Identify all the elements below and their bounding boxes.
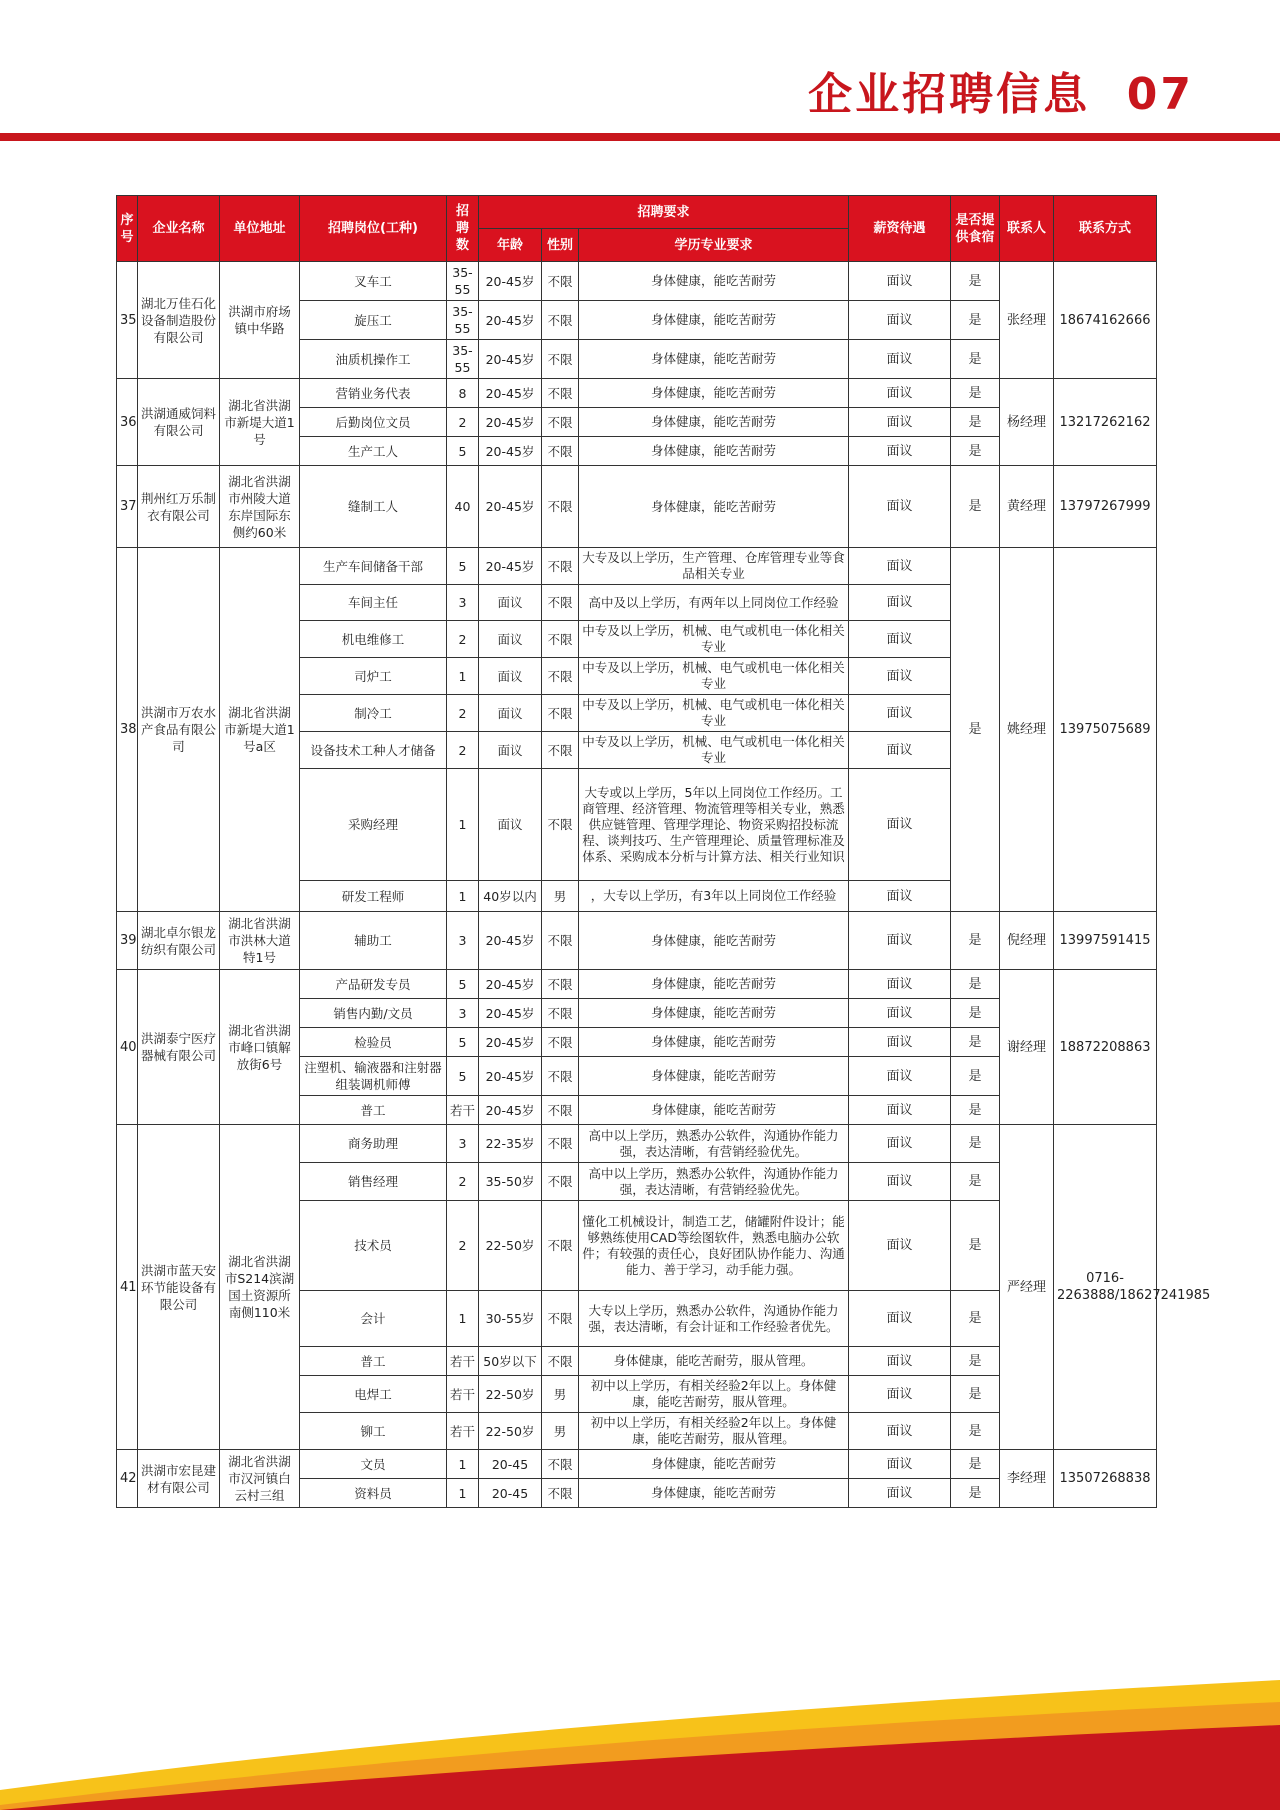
gender-cell: 不限: [542, 1125, 579, 1163]
count-cell: 2: [447, 621, 479, 658]
count-cell: 1: [447, 769, 479, 881]
meals-cell: 是: [951, 970, 1000, 999]
count-cell: 8: [447, 379, 479, 408]
age-cell: 20-45: [479, 1450, 542, 1479]
table-row: [117, 1125, 1157, 1163]
meals-cell: 是: [951, 1347, 1000, 1376]
count-cell: 若干: [447, 1376, 479, 1413]
requirement-cell: 身体健康，能吃苦耐劳: [579, 1479, 849, 1508]
age-cell: 20-45岁: [479, 548, 542, 585]
requirement-cell: 懂化工机械设计，制造工艺，储罐附件设计；能够熟练使用CAD等绘图软件，熟悉电脑办公软件；有较强的责任心，良好团队协作能力、沟通能力、善于学习，动手能力强。: [579, 1201, 849, 1291]
meals-cell: 是: [951, 1028, 1000, 1057]
table-row: [117, 970, 1157, 999]
col-count-header: 招聘数: [447, 196, 479, 262]
requirement-cell: 中专及以上学历，机械、电气或机电一体化相关专业: [579, 732, 849, 769]
age-cell: 20-45岁: [479, 999, 542, 1028]
count-cell: 35-55: [447, 340, 479, 379]
age-cell: 20-45岁: [479, 379, 542, 408]
age-cell: 面议: [479, 585, 542, 621]
salary-cell: 面议: [849, 466, 951, 548]
count-cell: 3: [447, 999, 479, 1028]
count-cell: 5: [447, 437, 479, 466]
requirement-cell: 身体健康，能吃苦耐劳: [579, 1096, 849, 1125]
age-cell: 20-45岁: [479, 437, 542, 466]
position-cell: 资料员: [300, 1479, 447, 1508]
table-body: [117, 262, 1211, 1508]
gender-cell: 不限: [542, 1096, 579, 1125]
col-education-header: 学历专业要求: [579, 229, 849, 262]
col-address-header: 单位地址: [220, 196, 300, 262]
phone-cell: 0716-2263888/18627241985: [1054, 1125, 1157, 1450]
gender-cell: 不限: [542, 1450, 579, 1479]
count-cell: 3: [447, 585, 479, 621]
count-cell: 若干: [447, 1413, 479, 1450]
count-cell: 2: [447, 732, 479, 769]
age-cell: 30-55岁: [479, 1291, 542, 1347]
age-cell: 35-50岁: [479, 1163, 542, 1201]
phone-cell: 18872208863: [1054, 970, 1157, 1125]
col-position-header: 招聘岗位(工种): [300, 196, 447, 262]
table-row: [117, 379, 1157, 408]
meals-cell: 是: [951, 1413, 1000, 1450]
position-cell: 普工: [300, 1096, 447, 1125]
count-cell: 1: [447, 881, 479, 912]
age-cell: 面议: [479, 621, 542, 658]
company-name-cell: 湖北卓尔银龙纺织有限公司: [138, 912, 220, 970]
footer-decoration: [0, 1640, 1280, 1810]
seq-cell: 36: [117, 379, 138, 466]
position-cell: 营销业务代表: [300, 379, 447, 408]
contact-cell: 姚经理: [1000, 548, 1054, 912]
position-cell: 制冷工: [300, 695, 447, 732]
count-cell: 1: [447, 1450, 479, 1479]
salary-cell: 面议: [849, 1291, 951, 1347]
company-name-cell: 洪湖市万农水产食品有限公司: [138, 548, 220, 912]
position-cell: 商务助理: [300, 1125, 447, 1163]
gender-cell: 不限: [542, 1028, 579, 1057]
gender-cell: 不限: [542, 548, 579, 585]
count-cell: 2: [447, 1201, 479, 1291]
gender-cell: 男: [542, 1413, 579, 1450]
seq-cell: 42: [117, 1450, 138, 1508]
address-cell: 湖北省洪湖市S214滨湖国土资源所南侧110米: [220, 1125, 300, 1450]
meals-cell: 是: [951, 912, 1000, 970]
gender-cell: 不限: [542, 408, 579, 437]
requirement-cell: 初中以上学历，有相关经验2年以上。身体健康，能吃苦耐劳，服从管理。: [579, 1376, 849, 1413]
col-company-header: 企业名称: [138, 196, 220, 262]
requirement-cell: 身体健康，能吃苦耐劳: [579, 408, 849, 437]
address-cell: 湖北省洪湖市汉河镇白云村三组: [220, 1450, 300, 1508]
requirement-cell: 高中以上学历，熟悉办公软件，沟通协作能力强，表达清晰，有营销经验优先。: [579, 1163, 849, 1201]
gender-cell: 不限: [542, 1201, 579, 1291]
meals-cell: 是: [951, 1125, 1000, 1163]
salary-cell: 面议: [849, 658, 951, 695]
position-cell: 电焊工: [300, 1376, 447, 1413]
company-name-cell: 洪湖通威饲料有限公司: [138, 379, 220, 466]
table-header: [117, 196, 1157, 262]
salary-cell: 面议: [849, 1347, 951, 1376]
contact-cell: 黄经理: [1000, 466, 1054, 548]
age-cell: 20-45岁: [479, 408, 542, 437]
position-cell: 销售内勤/文员: [300, 999, 447, 1028]
position-cell: 缝制工人: [300, 466, 447, 548]
count-cell: 35-55: [447, 262, 479, 301]
meals-cell: 是: [951, 1291, 1000, 1347]
age-cell: 22-50岁: [479, 1413, 542, 1450]
table-row: [117, 466, 1157, 548]
gender-cell: 不限: [542, 621, 579, 658]
salary-cell: 面议: [849, 970, 951, 999]
table-row: [117, 262, 1157, 301]
company-name-cell: 洪湖泰宁医疗器械有限公司: [138, 970, 220, 1125]
salary-cell: 面议: [849, 732, 951, 769]
count-cell: 3: [447, 1125, 479, 1163]
salary-cell: 面议: [849, 262, 951, 301]
salary-cell: 面议: [849, 769, 951, 881]
gender-cell: 不限: [542, 340, 579, 379]
age-cell: 20-45岁: [479, 1028, 542, 1057]
seq-cell: 35: [117, 262, 138, 379]
requirement-cell: 高中及以上学历，有两年以上同岗位工作经验: [579, 585, 849, 621]
position-cell: 生产车间储备干部: [300, 548, 447, 585]
position-cell: 销售经理: [300, 1163, 447, 1201]
address-cell: 湖北省洪湖市新堤大道1号: [220, 379, 300, 466]
count-cell: 2: [447, 695, 479, 732]
address-cell: 湖北省洪湖市州陵大道东岸国际东侧约60米: [220, 466, 300, 548]
meals-cell: 是: [951, 408, 1000, 437]
gender-cell: 不限: [542, 999, 579, 1028]
position-cell: 产品研发专员: [300, 970, 447, 999]
count-cell: 5: [447, 548, 479, 585]
requirement-cell: 大专或以上学历，5年以上同岗位工作经历。工商管理、经济管理、物流管理等相关专业，熟悉供应链管理、管理学理论、物资采购招投标流程、谈判技巧、生产管理理论、质量管理标准及体系、采购成本分析与计算方法、相关行业知识: [579, 769, 849, 881]
gender-cell: 不限: [542, 1291, 579, 1347]
count-cell: 1: [447, 1479, 479, 1508]
position-cell: 铆工: [300, 1413, 447, 1450]
gender-cell: 不限: [542, 1479, 579, 1508]
requirement-cell: 高中以上学历，熟悉办公软件，沟通协作能力强，表达清晰，有营销经验优先。: [579, 1125, 849, 1163]
position-cell: 研发工程师: [300, 881, 447, 912]
seq-cell: 40: [117, 970, 138, 1125]
salary-cell: 面议: [849, 340, 951, 379]
age-cell: 20-45: [479, 1479, 542, 1508]
page-title: [808, 58, 1194, 122]
requirement-cell: 身体健康，能吃苦耐劳: [579, 301, 849, 340]
count-cell: 35-55: [447, 301, 479, 340]
requirement-cell: 中专及以上学历，机械、电气或机电一体化相关专业: [579, 621, 849, 658]
requirement-cell: 身体健康，能吃苦耐劳: [579, 970, 849, 999]
meals-cell: 是: [951, 1201, 1000, 1291]
gender-cell: 不限: [542, 379, 579, 408]
gender-cell: 不限: [542, 695, 579, 732]
meals-cell: 是: [951, 301, 1000, 340]
age-cell: 20-45岁: [479, 912, 542, 970]
position-cell: 设备技术工种人才储备: [300, 732, 447, 769]
meals-cell: 是: [951, 548, 1000, 912]
phone-cell: 13797267999: [1054, 466, 1157, 548]
position-cell: 文员: [300, 1450, 447, 1479]
salary-cell: 面议: [849, 379, 951, 408]
gender-cell: 男: [542, 1376, 579, 1413]
salary-cell: 面议: [849, 621, 951, 658]
age-cell: 20-45岁: [479, 1057, 542, 1096]
requirement-cell: 身体健康，能吃苦耐劳: [579, 999, 849, 1028]
contact-cell: 张经理: [1000, 262, 1054, 379]
salary-cell: 面议: [849, 1125, 951, 1163]
meals-cell: 是: [951, 1376, 1000, 1413]
count-cell: 2: [447, 1163, 479, 1201]
company-name-cell: 洪湖市宏昆建材有限公司: [138, 1450, 220, 1508]
requirement-cell: 身体健康，能吃苦耐劳，服从管理。: [579, 1347, 849, 1376]
gender-cell: 不限: [542, 262, 579, 301]
gender-cell: 不限: [542, 585, 579, 621]
gender-cell: 不限: [542, 437, 579, 466]
position-cell: 后勤岗位文员: [300, 408, 447, 437]
meals-cell: 是: [951, 437, 1000, 466]
age-cell: 22-50岁: [479, 1201, 542, 1291]
age-cell: 面议: [479, 658, 542, 695]
salary-cell: 面议: [849, 1163, 951, 1201]
salary-cell: 面议: [849, 1413, 951, 1450]
gender-cell: 不限: [542, 1347, 579, 1376]
seq-cell: 38: [117, 548, 138, 912]
salary-cell: 面议: [849, 1096, 951, 1125]
requirement-cell: 身体健康，能吃苦耐劳: [579, 262, 849, 301]
phone-cell: 13975075689: [1054, 548, 1157, 912]
count-cell: 若干: [447, 1347, 479, 1376]
page-title-text: 企业招聘信息: [808, 69, 1091, 120]
salary-cell: 面议: [849, 1479, 951, 1508]
meals-cell: 是: [951, 1057, 1000, 1096]
gender-cell: 男: [542, 881, 579, 912]
salary-cell: 面议: [849, 881, 951, 912]
company-name-cell: 荆州红万乐制衣有限公司: [138, 466, 220, 548]
count-cell: 1: [447, 658, 479, 695]
requirement-cell: ，大专以上学历，有3年以上同岗位工作经验: [579, 881, 849, 912]
phone-cell: 18674162666: [1054, 262, 1157, 379]
age-cell: 20-45岁: [479, 466, 542, 548]
requirement-cell: 身体健康，能吃苦耐劳: [579, 1057, 849, 1096]
meals-cell: 是: [951, 340, 1000, 379]
age-cell: 50岁以下: [479, 1347, 542, 1376]
gender-cell: 不限: [542, 970, 579, 999]
position-cell: 生产工人: [300, 437, 447, 466]
count-cell: 3: [447, 912, 479, 970]
requirement-cell: 身体健康，能吃苦耐劳: [579, 437, 849, 466]
col-meals-header: 是否提供食宿: [951, 196, 1000, 262]
count-cell: 2: [447, 408, 479, 437]
gender-cell: 不限: [542, 1163, 579, 1201]
requirement-cell: 大专及以上学历，生产管理、仓库管理专业等食品相关专业: [579, 548, 849, 585]
requirement-cell: 中专及以上学历，机械、电气或机电一体化相关专业: [579, 695, 849, 732]
meals-cell: 是: [951, 1450, 1000, 1479]
contact-cell: 李经理: [1000, 1450, 1054, 1508]
requirement-cell: 身体健康，能吃苦耐劳: [579, 1450, 849, 1479]
requirement-cell: 身体健康，能吃苦耐劳: [579, 466, 849, 548]
meals-cell: 是: [951, 999, 1000, 1028]
page-header: [0, 0, 1280, 145]
recruitment-table-container: [116, 195, 1211, 1508]
age-cell: 20-45岁: [479, 970, 542, 999]
age-cell: 20-45岁: [479, 262, 542, 301]
age-cell: 22-50岁: [479, 1376, 542, 1413]
requirement-cell: 中专及以上学历，机械、电气或机电一体化相关专业: [579, 658, 849, 695]
requirement-cell: 身体健康，能吃苦耐劳: [579, 340, 849, 379]
meals-cell: 是: [951, 1096, 1000, 1125]
age-cell: 面议: [479, 695, 542, 732]
position-cell: 辅助工: [300, 912, 447, 970]
requirement-cell: 大专以上学历，熟悉办公软件，沟通协作能力强，表达清晰，有会计证和工作经验者优先。: [579, 1291, 849, 1347]
age-cell: 20-45岁: [479, 1096, 542, 1125]
position-cell: 叉车工: [300, 262, 447, 301]
gender-cell: 不限: [542, 912, 579, 970]
contact-cell: 严经理: [1000, 1125, 1054, 1450]
position-cell: 采购经理: [300, 769, 447, 881]
page-number: 07: [1126, 69, 1194, 120]
age-cell: 20-45岁: [479, 301, 542, 340]
requirement-cell: 身体健康，能吃苦耐劳: [579, 379, 849, 408]
gender-cell: 不限: [542, 1057, 579, 1096]
salary-cell: 面议: [849, 912, 951, 970]
company-name-cell: 洪湖市蓝天安环节能设备有限公司: [138, 1125, 220, 1450]
gender-cell: 不限: [542, 301, 579, 340]
table-row: [117, 1450, 1157, 1479]
count-cell: 若干: [447, 1096, 479, 1125]
seq-cell: 37: [117, 466, 138, 548]
count-cell: 1: [447, 1291, 479, 1347]
position-cell: 车间主任: [300, 585, 447, 621]
age-cell: 面议: [479, 732, 542, 769]
salary-cell: 面议: [849, 1376, 951, 1413]
salary-cell: 面议: [849, 999, 951, 1028]
address-cell: 洪湖市府场镇中华路: [220, 262, 300, 379]
count-cell: 5: [447, 1028, 479, 1057]
phone-cell: 13217262162: [1054, 379, 1157, 466]
age-cell: 面议: [479, 769, 542, 881]
requirement-cell: 身体健康，能吃苦耐劳: [579, 912, 849, 970]
age-cell: 20-45岁: [479, 340, 542, 379]
col-seq-header: 序号: [117, 196, 138, 262]
age-cell: 22-35岁: [479, 1125, 542, 1163]
count-cell: 40: [447, 466, 479, 548]
meals-cell: 是: [951, 1479, 1000, 1508]
seq-cell: 41: [117, 1125, 138, 1450]
address-cell: 湖北省洪湖市峰口镇解放街6号: [220, 970, 300, 1125]
salary-cell: 面议: [849, 1201, 951, 1291]
col-phone-header: 联系方式: [1054, 196, 1157, 262]
table-row: [117, 912, 1157, 970]
address-cell: 湖北省洪湖市洪林大道特1号: [220, 912, 300, 970]
phone-cell: 13997591415: [1054, 912, 1157, 970]
salary-cell: 面议: [849, 301, 951, 340]
requirement-cell: 初中以上学历，有相关经验2年以上。身体健康，能吃苦耐劳，服从管理。: [579, 1413, 849, 1450]
salary-cell: 面议: [849, 1057, 951, 1096]
recruitment-table: [116, 195, 1211, 1508]
position-cell: 检验员: [300, 1028, 447, 1057]
address-cell: 湖北省洪湖市新堤大道1号a区: [220, 548, 300, 912]
salary-cell: 面议: [849, 585, 951, 621]
contact-cell: 杨经理: [1000, 379, 1054, 466]
position-cell: 普工: [300, 1347, 447, 1376]
meals-cell: 是: [951, 466, 1000, 548]
position-cell: 机电维修工: [300, 621, 447, 658]
salary-cell: 面议: [849, 408, 951, 437]
position-cell: 旋压工: [300, 301, 447, 340]
age-cell: 40岁以内: [479, 881, 542, 912]
col-requirements-header: 招聘要求: [479, 196, 849, 229]
col-salary-header: 薪资待遇: [849, 196, 951, 262]
count-cell: 5: [447, 1057, 479, 1096]
phone-cell: 13507268838: [1054, 1450, 1157, 1508]
table-row: [117, 548, 1157, 585]
company-name-cell: 湖北万佳石化设备制造股份有限公司: [138, 262, 220, 379]
gender-cell: 不限: [542, 466, 579, 548]
contact-cell: 倪经理: [1000, 912, 1054, 970]
salary-cell: 面议: [849, 695, 951, 732]
requirement-cell: 身体健康，能吃苦耐劳: [579, 1028, 849, 1057]
seq-cell: 39: [117, 912, 138, 970]
header-divider: [0, 133, 1280, 141]
position-cell: 技术员: [300, 1201, 447, 1291]
col-gender-header: 性别: [542, 229, 579, 262]
gender-cell: 不限: [542, 769, 579, 881]
position-cell: 会计: [300, 1291, 447, 1347]
gender-cell: 不限: [542, 732, 579, 769]
meals-cell: 是: [951, 262, 1000, 301]
col-contact-header: 联系人: [1000, 196, 1054, 262]
count-cell: 5: [447, 970, 479, 999]
position-cell: 司炉工: [300, 658, 447, 695]
col-age-header: 年龄: [479, 229, 542, 262]
salary-cell: 面议: [849, 1028, 951, 1057]
contact-cell: 谢经理: [1000, 970, 1054, 1125]
salary-cell: 面议: [849, 1450, 951, 1479]
salary-cell: 面议: [849, 437, 951, 466]
meals-cell: 是: [951, 1163, 1000, 1201]
position-cell: 油质机操作工: [300, 340, 447, 379]
position-cell: 注塑机、输液器和注射器组装调机师傅: [300, 1057, 447, 1096]
salary-cell: 面议: [849, 548, 951, 585]
gender-cell: 不限: [542, 658, 579, 695]
meals-cell: 是: [951, 379, 1000, 408]
